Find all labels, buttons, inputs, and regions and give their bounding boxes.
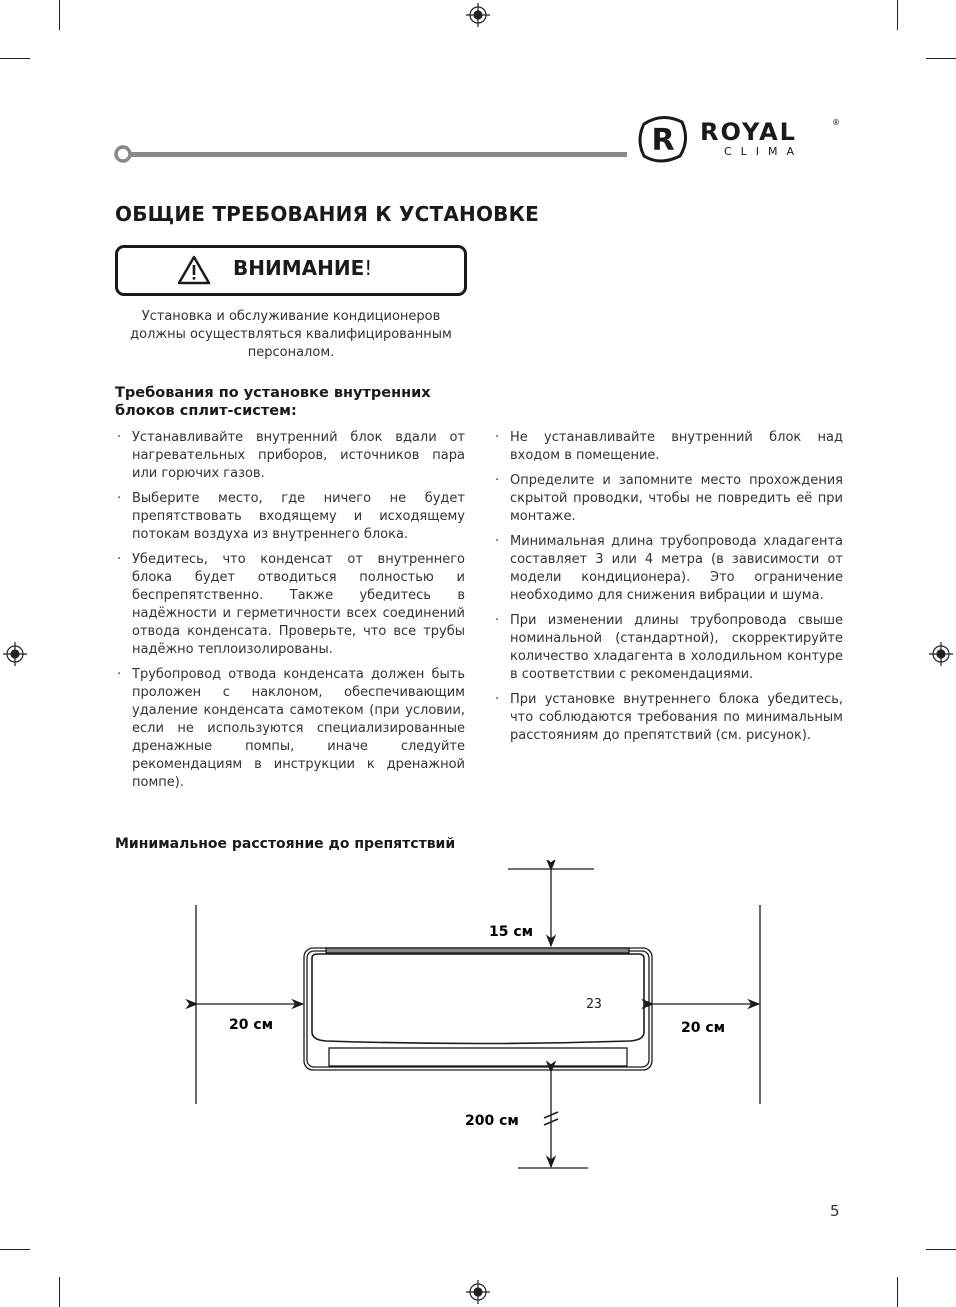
right-clearance-label: 20 см bbox=[681, 1020, 726, 1036]
requirement-item: · При установке внутреннего блока убедитесь, что соблюдаются требования по минимальным расстояниям до препятствий (см. рисунок). bbox=[493, 691, 843, 745]
warning-triangle-icon bbox=[176, 254, 212, 286]
registration-mark-icon bbox=[466, 1280, 490, 1304]
logo-registered: ® bbox=[832, 118, 840, 127]
svg-text:R: R bbox=[651, 123, 675, 158]
requirement-item: · Выберите место, где ничего не будет препятствовать входящему и исходящему потокам воздуха из внутреннего блока. bbox=[115, 490, 465, 544]
logo-brand: ROYAL bbox=[700, 118, 797, 146]
logo-sub: CLIMA bbox=[724, 145, 804, 158]
warning-exclamation: ! bbox=[364, 256, 373, 280]
bottom-clearance-label: 200 см bbox=[465, 1113, 519, 1129]
logo-r-icon bbox=[636, 114, 690, 164]
registration-mark-icon bbox=[3, 642, 27, 666]
warning-label bbox=[233, 256, 372, 280]
requirement-item: · Устанавливайте внутренний блок вдали от нагревательных приборов, источников пара или горючих газов. bbox=[115, 429, 465, 483]
warning-box bbox=[115, 245, 467, 296]
requirement-item: · Не устанавливайте внутренний блок над входом в помещение. bbox=[493, 429, 843, 465]
right-column bbox=[493, 429, 843, 752]
requirement-item: · Убедитесь, что конденсат от внутреннего блока будет отводиться полностью и беспрепятственно. Также убедитесь в надёжности и герметичности всех соединений отвода конденсата. Проверьте, что все трубы надёжно теплоизолированы. bbox=[115, 551, 465, 659]
header-rule bbox=[110, 140, 635, 170]
left-column bbox=[115, 429, 465, 799]
page-title: ОБЩИЕ ТРЕБОВАНИЯ К УСТАНОВКЕ bbox=[115, 202, 540, 226]
registration-mark-icon bbox=[466, 3, 490, 27]
warning-note: Установка и обслуживание кондиционеров должны осуществляться квалифицированным персоналом. bbox=[130, 309, 452, 360]
unit-display: 23 bbox=[586, 997, 602, 1012]
requirement-item: · Трубопровод отвода конденсата должен быть проложен с наклоном, обеспечивающим удаление конденсата самотеком (при условии, если не используются специализированные дренажные помпы, иначе следуйте рекомендациям в инструкции к дренажной помпе). bbox=[115, 666, 465, 792]
registration-mark-icon bbox=[929, 642, 953, 666]
warning-label-text: ВНИМАНИЕ bbox=[233, 256, 365, 280]
left-clearance-label: 20 см bbox=[229, 1017, 274, 1033]
requirement-item: · Определите и запомните место прохождения скрытой проводки, чтобы не повредить её при монтаже. bbox=[493, 472, 843, 526]
clearance-diagram bbox=[0, 860, 956, 1180]
top-clearance-label: 15 см bbox=[489, 924, 534, 940]
requirement-item: · При изменении длины трубопровода свыше номинальной (стандартной), скорректируйте количество хладагента в холодильном контуре в соответствии с рекомендациями. bbox=[493, 612, 843, 684]
royal-clima-logo bbox=[636, 114, 846, 164]
requirement-item: · Минимальная длина трубопровода хладагента составляет 3 или 4 метра (в зависимости от модели кондиционера). Это ограничение необходимо для снижения вибрации и шума. bbox=[493, 533, 843, 605]
diagram-label: Минимальное расстояние до препятствий bbox=[115, 836, 456, 852]
section-subheading: Требования по установке внутренних блоков сплит-систем: bbox=[115, 385, 431, 419]
page-number: 5 bbox=[830, 1202, 840, 1220]
